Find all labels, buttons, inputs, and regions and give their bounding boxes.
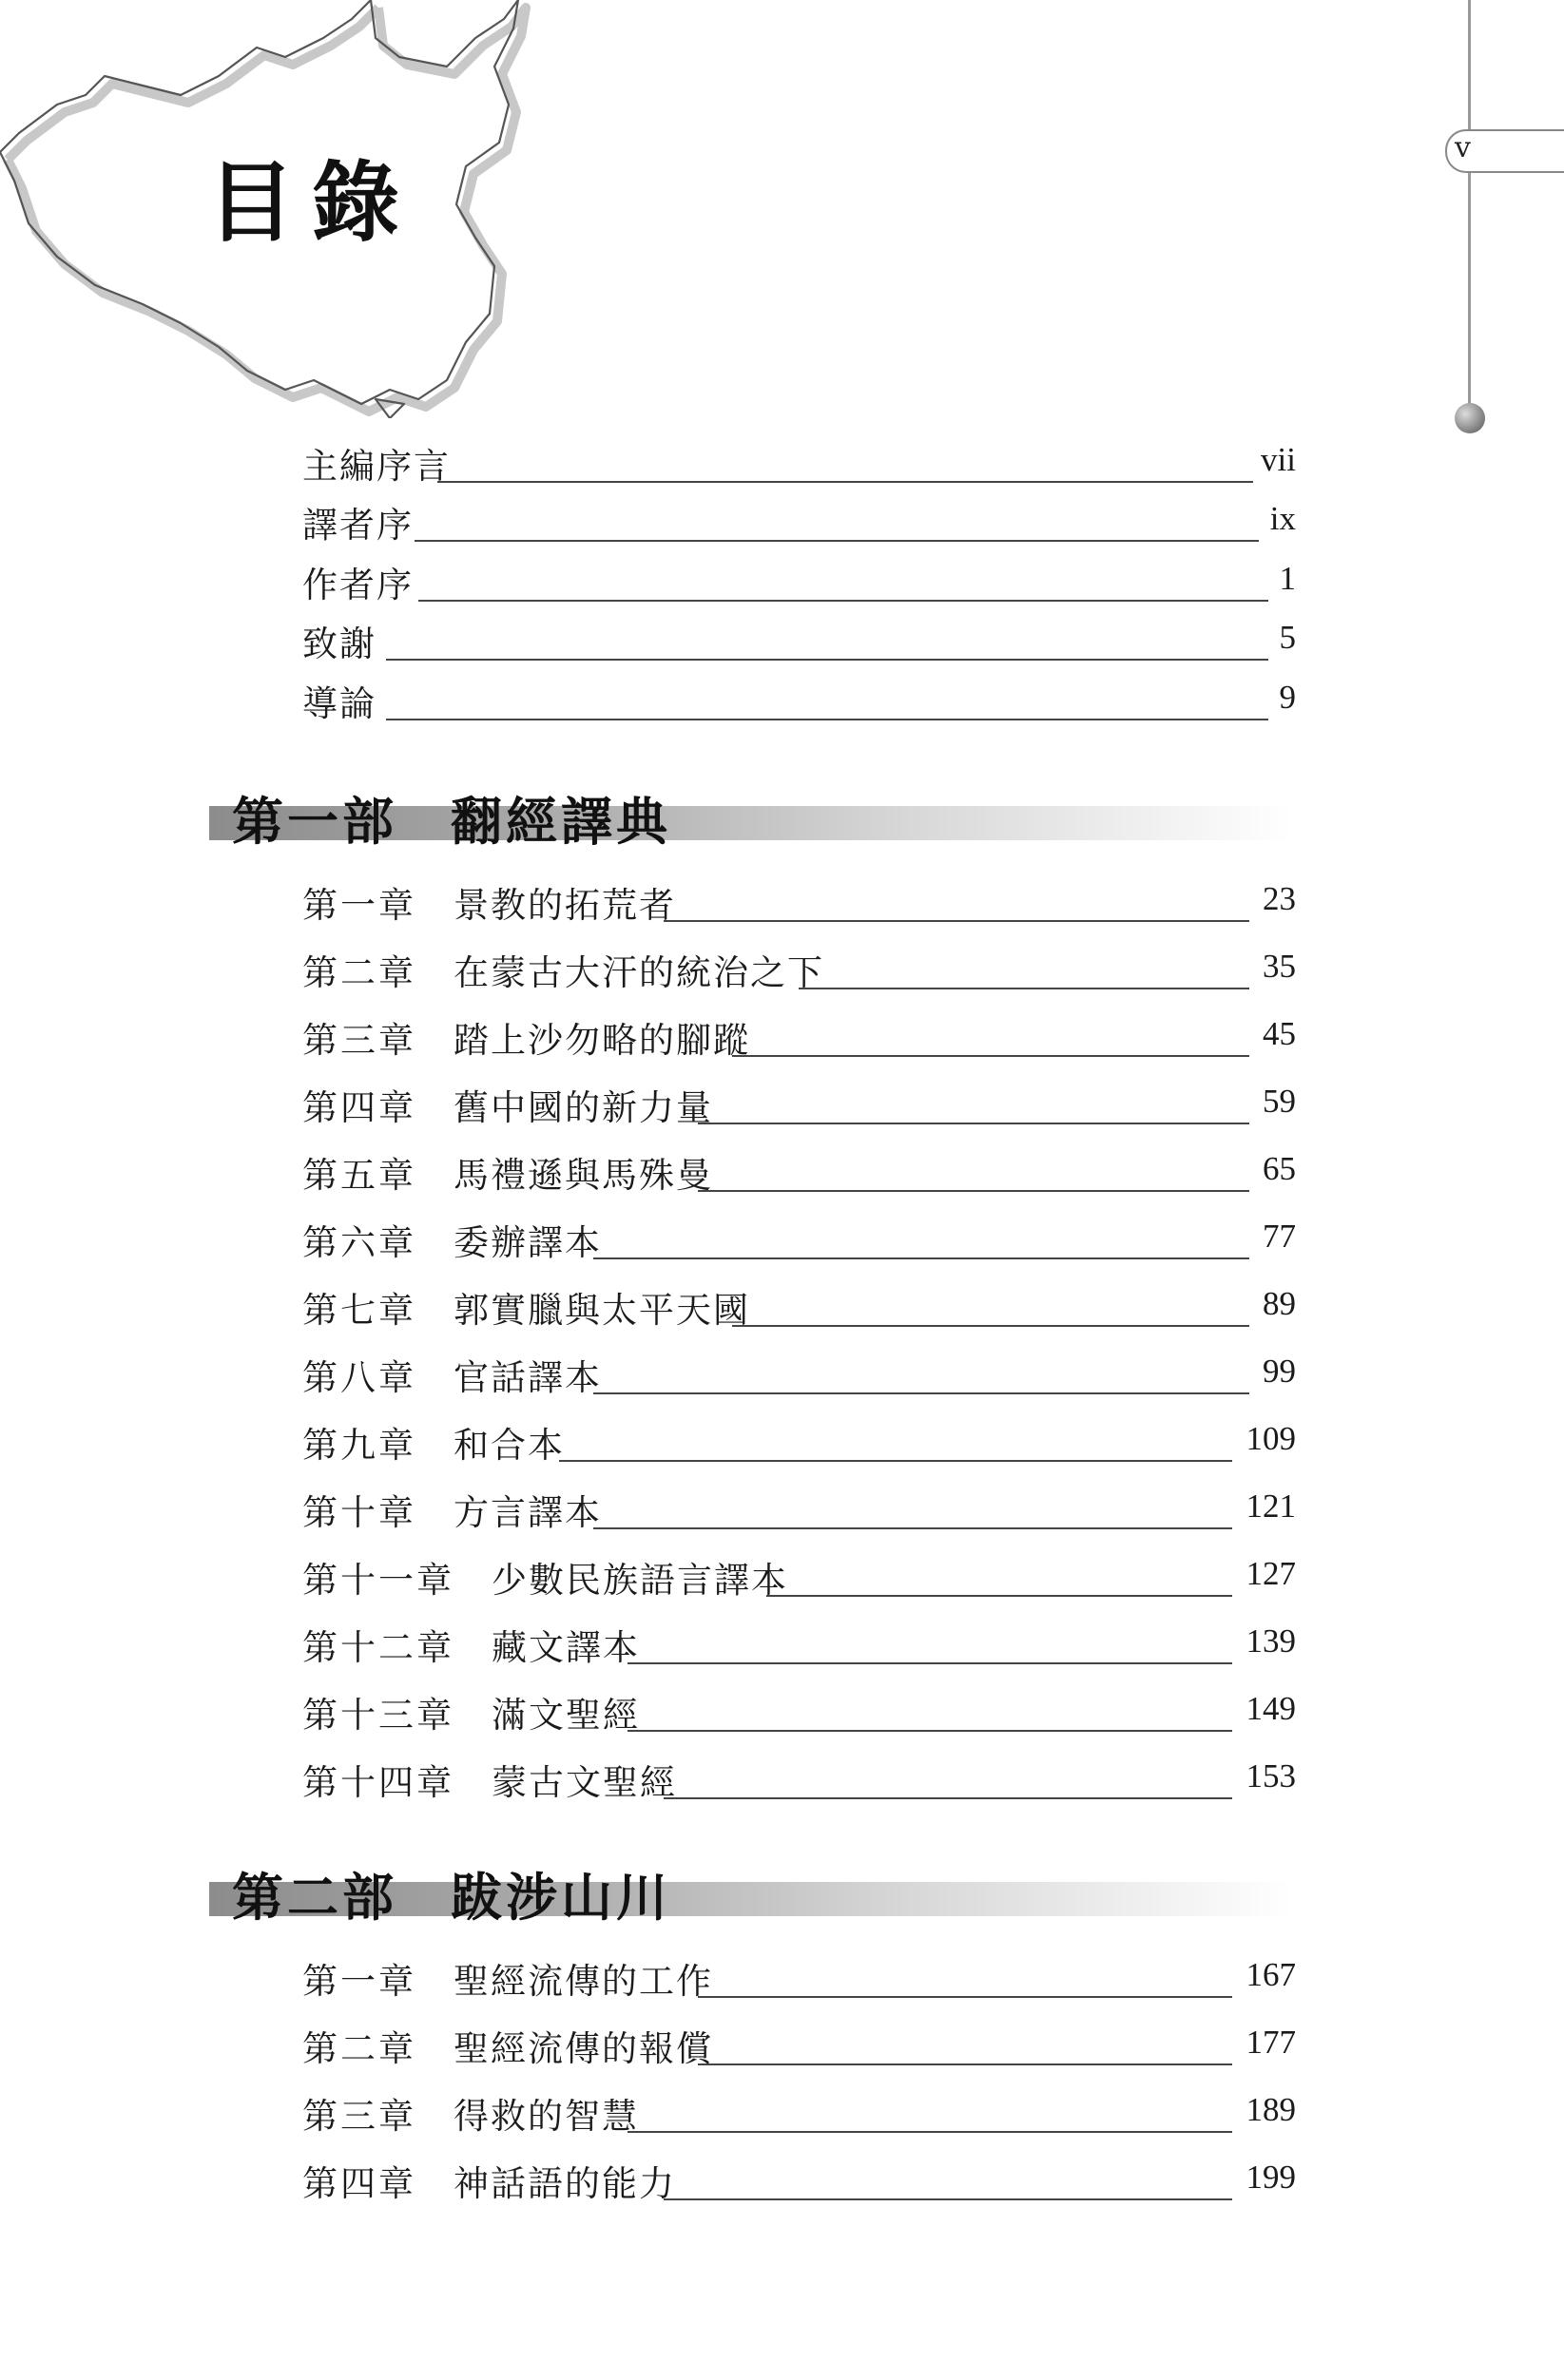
chapter-title: 景教的拓荒者	[454, 885, 676, 926]
chapter-title: 蒙古文聖經	[492, 1762, 677, 1803]
chapter-title: 少數民族語言譯本	[492, 1560, 788, 1601]
chapter-title: 郭實臘與太平天國	[454, 1290, 750, 1331]
leader-line	[628, 1730, 1232, 1732]
chapter-number: 第四章	[302, 1087, 416, 1128]
entry-page: 167	[1245, 1956, 1296, 1993]
part-heading-2	[209, 1857, 1293, 1928]
leader-line	[437, 481, 1253, 483]
toc-entry[interactable]	[0, 1011, 1564, 1068]
entry-page: ix	[1269, 500, 1296, 537]
chapter-number: 第九章	[302, 1425, 416, 1466]
toc-entry[interactable]	[0, 1754, 1564, 1811]
entry-title: 作者序	[302, 556, 425, 607]
leader-line	[593, 1257, 1249, 1259]
chapter-title: 聖經流傳的報償	[454, 2028, 713, 2069]
page-number: v	[1455, 131, 1471, 164]
chapter-number: 第七章	[302, 1290, 416, 1331]
entry-page: 109	[1245, 1420, 1296, 1457]
leader-line	[418, 600, 1268, 602]
margin-rule	[1468, 0, 1471, 418]
entry-page: 65	[1263, 1150, 1296, 1187]
chapter-number: 第十一章	[302, 1560, 454, 1601]
toc-entry[interactable]	[0, 1952, 1564, 2009]
chapter-number: 第十章	[302, 1492, 416, 1533]
chapter-number: 第八章	[302, 1357, 416, 1398]
leader-line	[698, 1190, 1249, 1192]
toc-entry[interactable]	[0, 2155, 1564, 2212]
entry-page: 139	[1245, 1622, 1296, 1660]
chapter-number: 第十四章	[302, 1762, 454, 1803]
chapter-number: 第十二章	[302, 1627, 454, 1668]
leader-line	[664, 920, 1249, 922]
entry-page: 35	[1263, 948, 1296, 985]
toc-entry[interactable]	[0, 876, 1564, 933]
leader-line	[593, 1392, 1249, 1394]
chapter-number: 第二章	[302, 2028, 416, 2069]
toc-entry[interactable]	[0, 2020, 1564, 2077]
chapter-title: 官話譯本	[454, 1357, 602, 1398]
chapter-title: 在蒙古大汗的統治之下	[454, 952, 824, 993]
toc-entry[interactable]	[0, 1079, 1564, 1136]
toc-entry[interactable]	[0, 1686, 1564, 1743]
leader-line	[799, 988, 1249, 989]
entry-page: 1	[1279, 560, 1296, 597]
chapter-number: 第三章	[302, 2096, 416, 2137]
toc-entry-introduction[interactable]	[0, 675, 1564, 732]
toc-entry-acknowledgements[interactable]	[0, 615, 1564, 672]
toc-entry[interactable]	[0, 944, 1564, 1001]
entry-page: 23	[1263, 880, 1296, 917]
part-number: 第二部	[232, 1868, 397, 1928]
leader-line	[732, 1055, 1249, 1057]
part-number: 第一部	[232, 792, 397, 852]
chapter-title: 得救的智慧	[454, 2096, 639, 2137]
entry-title: 致謝	[302, 615, 388, 666]
leader-line	[732, 1325, 1249, 1327]
entry-page: 149	[1245, 1690, 1296, 1727]
chapter-number: 第十三章	[302, 1695, 454, 1736]
entry-page: 9	[1279, 679, 1296, 716]
chapter-number: 第三章	[302, 1020, 416, 1061]
chapter-number: 第二章	[302, 952, 416, 993]
chapter-number: 第一章	[302, 1961, 416, 2002]
leader-line	[698, 1123, 1249, 1124]
entry-title: 譯者序	[302, 496, 425, 547]
entry-page: 5	[1279, 619, 1296, 656]
toc-entry[interactable]	[0, 2087, 1564, 2144]
toc-entry[interactable]	[0, 1349, 1564, 1406]
entry-page: 189	[1245, 2091, 1296, 2128]
entry-page: 121	[1245, 1488, 1296, 1525]
leader-line	[593, 1527, 1232, 1529]
chapter-number: 第五章	[302, 1155, 416, 1196]
leader-line	[664, 1797, 1232, 1799]
chapter-title: 踏上沙勿略的腳蹤	[454, 1020, 750, 1061]
part-title: 翻經譯典	[451, 792, 671, 852]
entry-page: 45	[1263, 1015, 1296, 1052]
toc-entry-preface-translator[interactable]	[0, 496, 1564, 553]
leader-line	[628, 1662, 1232, 1664]
toc-entry[interactable]	[0, 1416, 1564, 1473]
leader-line	[559, 1460, 1232, 1462]
toc-entry[interactable]	[0, 1551, 1564, 1608]
chapter-title: 藏文譯本	[492, 1627, 640, 1668]
part-heading-1	[209, 781, 1293, 852]
leader-line	[766, 1595, 1232, 1597]
toc-entry[interactable]	[0, 1146, 1564, 1203]
entry-page: 199	[1245, 2159, 1296, 2196]
leader-line	[628, 2131, 1232, 2133]
entry-page: 77	[1263, 1218, 1296, 1255]
chapter-title: 方言譯本	[454, 1492, 602, 1533]
entry-page: vii	[1261, 441, 1296, 478]
entry-page: 127	[1245, 1555, 1296, 1592]
toc-entry[interactable]	[0, 1619, 1564, 1676]
leader-line	[386, 719, 1268, 720]
toc-entry-preface-editor[interactable]	[0, 437, 1564, 494]
chapter-number: 第六章	[302, 1222, 416, 1263]
leader-line	[386, 659, 1268, 661]
entry-page: 89	[1263, 1285, 1296, 1322]
chapter-title: 舊中國的新力量	[454, 1087, 713, 1128]
chapter-title: 委辦譯本	[454, 1222, 602, 1263]
entry-page: 177	[1245, 2024, 1296, 2061]
entry-title: 導論	[302, 675, 388, 726]
toc-entry[interactable]	[0, 1484, 1564, 1541]
leader-line	[415, 540, 1259, 542]
toc-entry[interactable]	[0, 1281, 1564, 1338]
chapter-title: 聖經流傳的工作	[454, 1961, 713, 2002]
page-title: 目錄	[207, 152, 417, 254]
chapter-title: 滿文聖經	[492, 1695, 640, 1736]
chapter-number: 第四章	[302, 2163, 416, 2204]
part-title: 跋涉山川	[451, 1868, 671, 1928]
entry-title: 主編序言	[302, 437, 462, 489]
leader-line	[664, 2198, 1232, 2200]
leader-line	[698, 1996, 1232, 1998]
chapter-title: 馬禮遜與馬殊曼	[454, 1155, 713, 1196]
entry-page: 153	[1245, 1757, 1296, 1795]
leader-line	[698, 2063, 1232, 2065]
entry-page: 59	[1263, 1083, 1296, 1120]
chapter-title: 神話語的能力	[454, 2163, 676, 2204]
chapter-number: 第一章	[302, 885, 416, 926]
chapter-title: 和合本	[454, 1425, 565, 1466]
toc-entry-preface-author[interactable]	[0, 556, 1564, 613]
entry-page: 99	[1263, 1353, 1296, 1390]
toc-entry[interactable]	[0, 1214, 1564, 1271]
rule-ornament	[1455, 403, 1485, 433]
